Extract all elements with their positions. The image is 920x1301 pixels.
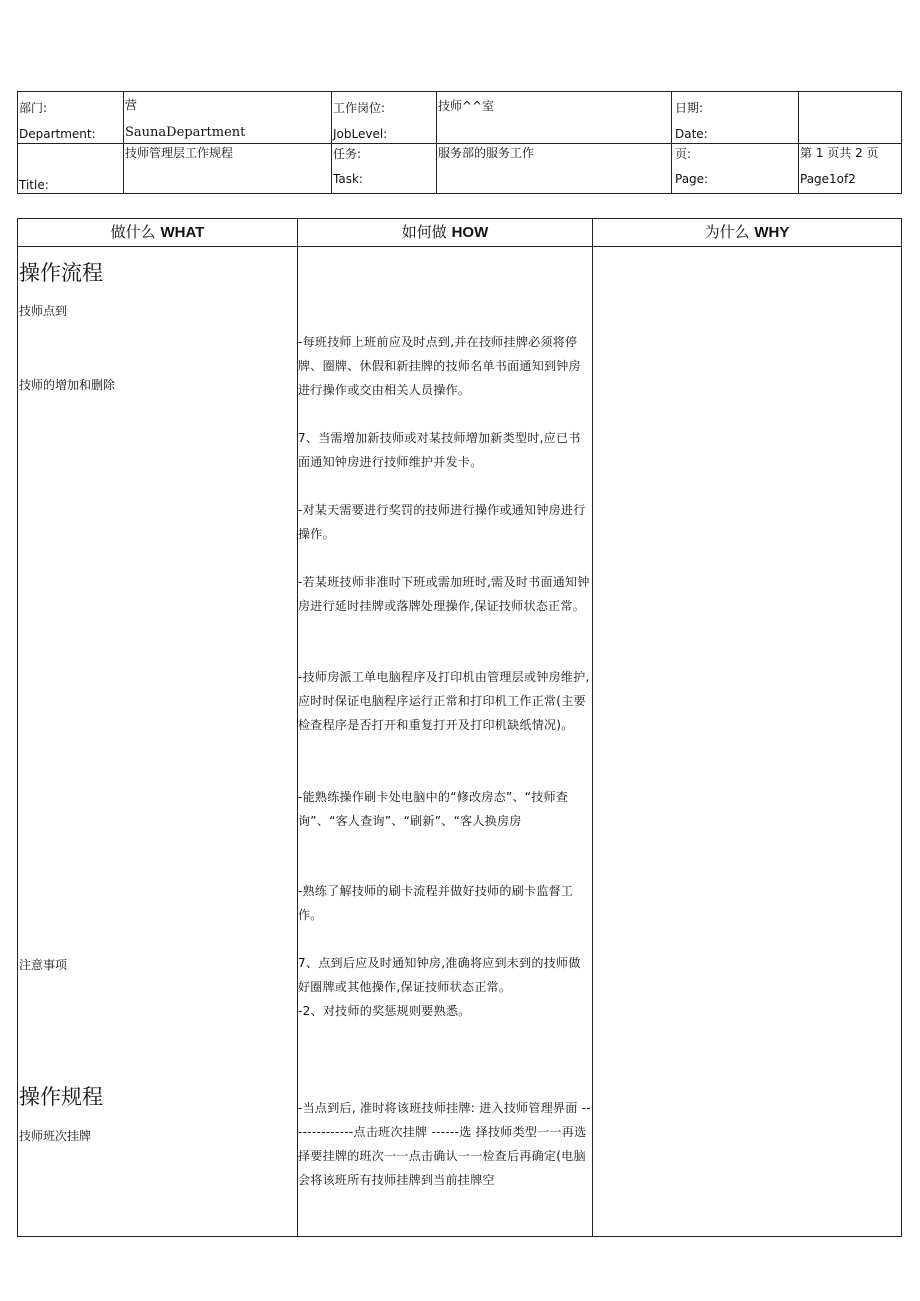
item-shift-board: 技师班次挂牌 [19,1129,92,1143]
how-en: HOW [451,224,489,241]
how-paragraph-7: -熟练了解技师的刷卡流程并做好技师的刷卡监督工作。 [298,884,574,922]
item-add-delete: 技师的增加和删除 [19,378,116,392]
dept-label-en: Department: [19,127,96,141]
section-title-process: 操作流程 [19,261,103,285]
how-cn: 如何做 [401,223,447,241]
date-label-en: Date: [675,127,708,141]
title-value: 技师管理层工作规程 [125,146,234,160]
item-notes: 注意事项 [19,958,68,972]
how-paragraph-2: 7、当需增加新技师或对某技师增加新类型时,应已书面通知钟房进行技师维护并发卡。 [298,431,581,469]
page-label: 页: [675,147,692,161]
how-paragraph-8b: -2、对技师的奖惩规则要熟悉。 [298,1004,471,1018]
position-value: 技师^^室 [438,99,495,113]
position-label: 工作岗位: [333,101,386,115]
column-header-why [593,219,901,246]
page-value-en: Page1of2 [800,172,856,186]
what-en: WHAT [160,224,205,241]
how-paragraph-6: -能熟练操作刷卡处电脑中的“修改房态”、“技师查询”、“客人查询”、“刷新”、“客人换房房 [298,790,569,828]
how-paragraph-8a: 7、点到后应及时通知钟房,准确将应到未到的技师做好圈牌或其他操作,保证技师状态正常。 [298,956,581,994]
how-paragraph-3: -对某天需要进行奖罚的技师进行操作或通知钟房进行操作。 [298,503,586,541]
title-label-en: Title: [19,178,49,192]
position-label-en: JobLevel: [333,127,388,141]
column-header-what [18,219,297,246]
what-cn: 做什么 [110,223,156,241]
dept-value-en: SaunaDepartment [125,125,246,140]
item-checkin: 技师点到 [19,304,68,318]
how-paragraph-4: -若某班技师非准时下班或需加班时,需及时书面通知钟房进行延时挂牌或落牌处理操作,保证技师状态正常。 [298,575,590,613]
column-header-how [298,219,592,246]
page-label-en: Page: [675,172,709,186]
how-paragraph-9: -当点到后, 准时将该班技师挂牌: 进入技师管理界面 --------------点击班次挂牌 ------选 择技师类型一一再选择要挂牌的班次一一点击确认一一检查后再确定(电脑会将该班所有技师挂牌到当前挂牌空 [298,1101,591,1187]
why-en: WHY [754,224,790,241]
task-label: 任务: [333,147,362,161]
how-paragraph-1: -每班技师上班前应及时点到,并在技师挂牌必须将停牌、圈牌、休假和新挂牌的技师名单书面通知到钟房进行操作或交由相关人员操作。 [298,335,581,397]
why-cn: 为什么 [704,223,750,241]
dept-value: 营 [125,98,138,112]
task-value: 服务部的服务工作 [438,146,535,160]
date-label: 日期: [675,101,704,115]
dept-label: 部门: [19,101,48,115]
page-value: 第 1 页共 2 页 [800,146,879,160]
how-paragraph-5: -技师房派工单电脑程序及打印机由管理层或钟房维护,应时时保证电脑程序运行正常和打印机工作正常(主要检查程序是否打开和重复打开及打印机缺纸情况)。 [298,670,590,732]
task-label-en: Task: [333,172,363,186]
section-title-rules: 操作规程 [19,1085,103,1109]
